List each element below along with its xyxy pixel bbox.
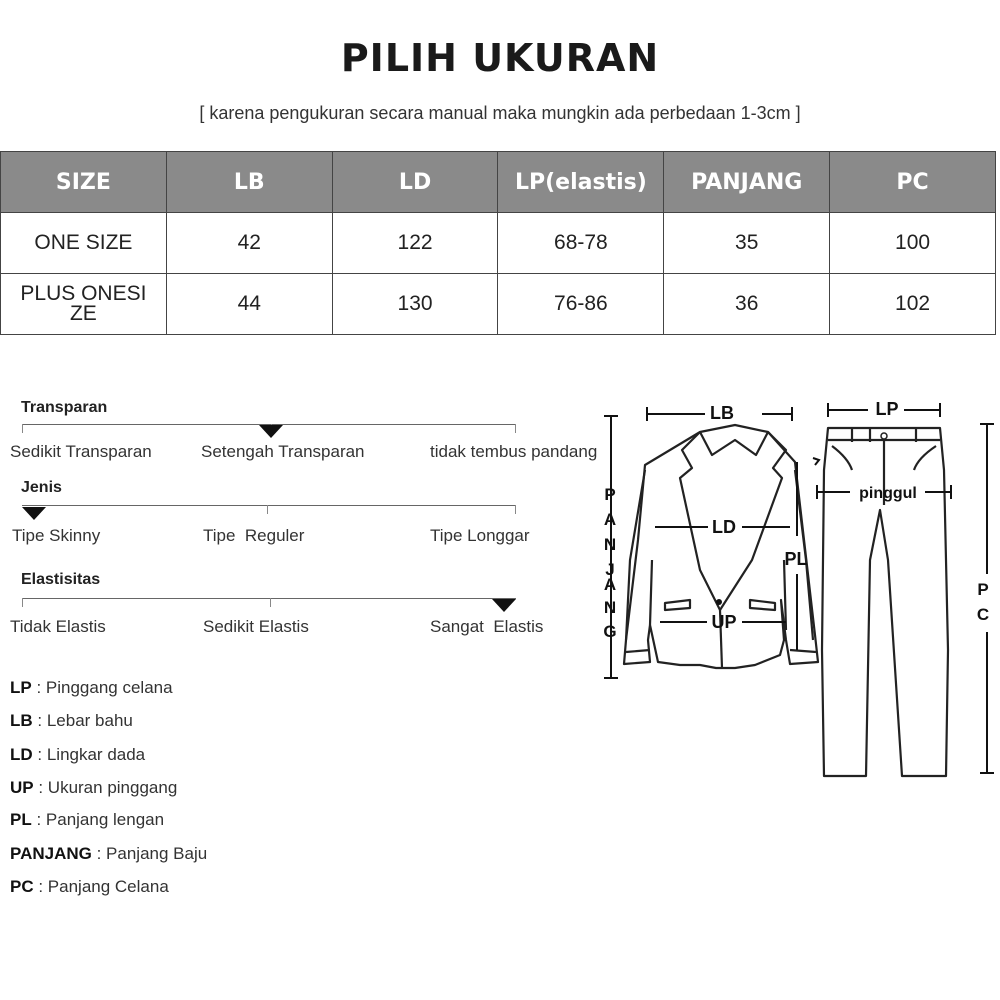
table-row xyxy=(1,213,996,274)
table-cell: 36 xyxy=(664,274,830,335)
label-pc-letter: C xyxy=(976,605,990,624)
label-ld: LD xyxy=(712,517,736,537)
legend-desc: : Panjang Celana xyxy=(33,877,169,896)
label-up: UP xyxy=(711,612,737,632)
table-row xyxy=(1,274,996,335)
legend-abbr: PC xyxy=(10,877,34,896)
table-cell: 130 xyxy=(332,274,498,335)
selected-marker xyxy=(259,425,283,438)
table-cell: 100 xyxy=(830,213,996,274)
measurement-note: [ karena pengukuran secara manual maka mungkin ada perbedaan 1-3cm ] xyxy=(199,103,801,123)
label-panjang-letter: P xyxy=(604,485,616,504)
label-pc-letter: P xyxy=(977,580,989,599)
label-pinggul: pinggul xyxy=(859,485,917,502)
table-cell: 76-86 xyxy=(498,274,664,335)
column-header: LP(elastis) xyxy=(498,152,664,213)
table-cell: ONE SIZE xyxy=(1,213,167,274)
table-cell: 44 xyxy=(166,274,332,335)
column-header: LB xyxy=(166,152,332,213)
pants-button xyxy=(881,433,887,439)
jacket-collar xyxy=(700,432,768,455)
legend-desc: : Lebar bahu xyxy=(32,711,133,730)
label-panjang-letter: A xyxy=(603,510,617,529)
scale-tick xyxy=(270,598,271,607)
label-panjang-letter: N xyxy=(603,535,617,554)
page-title: PILIH UKURAN xyxy=(340,36,660,80)
column-header: SIZE xyxy=(1,152,167,213)
legend-item xyxy=(10,678,173,698)
legend-abbr: LD xyxy=(10,745,33,764)
jacket-button xyxy=(716,599,722,605)
scale-line xyxy=(22,505,516,506)
legend-item xyxy=(10,810,164,830)
legend-desc: : Panjang Baju xyxy=(91,844,208,863)
column-header: LD xyxy=(332,152,498,213)
legend-item xyxy=(10,745,145,765)
table-cell: 35 xyxy=(664,213,830,274)
scale-tick xyxy=(515,424,516,433)
scale-option-selected: Setengah Transparan xyxy=(201,442,365,461)
scale-option: Sedikit Transparan xyxy=(10,442,152,461)
table-cell: 102 xyxy=(830,274,996,335)
scale-tick xyxy=(515,505,516,514)
legend-abbr: UP xyxy=(10,778,34,797)
scale-option: Sedikit Elastis xyxy=(203,617,309,636)
pl-arrowhead xyxy=(813,458,819,465)
scale-option-selected: Tipe Skinny xyxy=(12,526,101,545)
scale-tick xyxy=(22,598,23,607)
legend-abbr: LP xyxy=(10,678,32,697)
scale-line xyxy=(22,598,516,599)
legend-item xyxy=(10,877,169,897)
pants-illustration xyxy=(822,428,948,776)
table-cell: 122 xyxy=(332,213,498,274)
legend-desc: : Lingkar dada xyxy=(32,745,146,764)
scale-title: Transparan xyxy=(21,399,108,416)
label-pl: PL xyxy=(784,549,808,569)
label-panjang-letter: J xyxy=(605,560,615,579)
scale-option-selected: Sangat Elastis xyxy=(430,617,544,636)
scale-option: Tidak Elastis xyxy=(10,617,106,636)
scale-option: Tipe Reguler xyxy=(203,526,305,545)
pants-pocket-right xyxy=(914,446,936,470)
label-panjang-letter: A xyxy=(603,575,617,594)
scale-option: Tipe Longgar xyxy=(430,526,530,545)
legend-item xyxy=(10,711,133,731)
jacket-pocket-left xyxy=(665,600,690,610)
selected-marker xyxy=(22,507,46,520)
scale-option: tidak tembus pandang xyxy=(430,442,598,461)
scale-title: Jenis xyxy=(21,479,62,496)
legend-abbr: LB xyxy=(10,711,33,730)
table-cell: PLUS ONESI ZE xyxy=(1,274,167,335)
label-lp: LP xyxy=(875,399,899,419)
legend-item xyxy=(10,844,207,864)
garment-measurement-diagram xyxy=(596,390,1000,790)
pants-pocket-left xyxy=(832,446,852,470)
label-lb: LB xyxy=(710,403,734,423)
legend-desc: : Panjang lengan xyxy=(31,810,165,829)
scale-tick xyxy=(22,424,23,433)
legend-abbr: PANJANG xyxy=(10,844,92,863)
table-cell: 42 xyxy=(166,213,332,274)
jacket-pocket-right xyxy=(750,600,775,610)
column-header: PC xyxy=(830,152,996,213)
legend-item xyxy=(10,778,177,798)
selected-marker xyxy=(492,599,516,612)
size-table xyxy=(0,151,996,335)
scale-tick xyxy=(267,505,268,514)
scale-title: Elastisitas xyxy=(21,571,101,588)
column-header: PANJANG xyxy=(664,152,830,213)
table-cell: 68-78 xyxy=(498,213,664,274)
legend-abbr: PL xyxy=(10,810,32,829)
measurement-arrows xyxy=(604,403,994,773)
label-panjang-letter: G xyxy=(603,622,617,641)
legend-desc: : Ukuran pinggang xyxy=(33,778,178,797)
table-header-row xyxy=(1,152,996,213)
legend-desc: : Pinggang celana xyxy=(31,678,173,697)
label-panjang-letter: N xyxy=(603,598,617,617)
